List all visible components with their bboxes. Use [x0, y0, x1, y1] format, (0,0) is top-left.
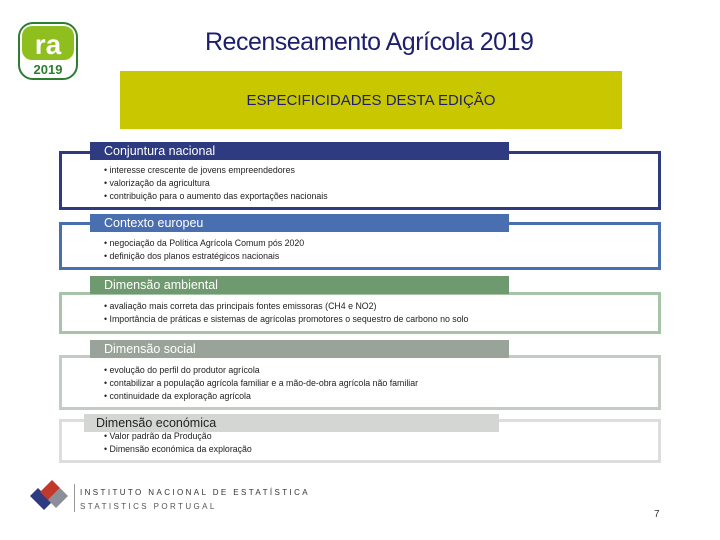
section-items — [104, 430, 252, 456]
logo-year: 2019 — [33, 62, 63, 77]
section-title: Dimensão económica — [96, 416, 217, 430]
section-header — [90, 340, 509, 358]
section-title: Dimensão ambiental — [104, 278, 218, 292]
list-item: • contribuição para o aumento das exportações nacionais — [104, 190, 328, 203]
section-header — [90, 214, 509, 232]
section-header — [90, 142, 509, 160]
section-header — [90, 276, 509, 294]
banner-text: ESPECIFICIDADES DESTA EDIÇÃO — [246, 91, 496, 109]
list-item: • avaliação mais correta das principais fontes emissoras (CH4 e NO2) — [104, 300, 468, 313]
section-title: Conjuntura nacional — [104, 144, 216, 158]
list-item: • contabilizar a população agrícola familiar e a mão-de-obra agrícola não familiar — [104, 377, 418, 390]
banner — [120, 71, 622, 129]
ra-2019-logo — [18, 22, 78, 80]
section-items — [104, 300, 468, 326]
list-item: • Dimensão económica da exploração — [104, 443, 252, 456]
page-title: Recenseamento Agrícola 2019 — [205, 28, 534, 56]
logo-text: ra — [34, 29, 62, 60]
list-item: • continuidade da exploração agrícola — [104, 390, 418, 403]
list-item: • evolução do perfil do produtor agrícola — [104, 364, 418, 377]
institute-name: INSTITUTO NACIONAL DE ESTATÍSTICA — [80, 488, 311, 497]
section-title: Contexto europeu — [104, 216, 204, 230]
page-number: 7 — [654, 509, 660, 520]
list-item: • Valor padrão da Produção — [104, 430, 252, 443]
ine-logo-icon — [28, 478, 72, 514]
institute-subtitle: STATISTICS PORTUGAL — [80, 502, 217, 511]
list-item: • definição dos planos estratégicos nacionais — [104, 250, 304, 263]
section-title: Dimensão social — [104, 342, 196, 356]
section-items — [104, 237, 304, 263]
list-item: • interesse crescente de jovens empreendedores — [104, 164, 328, 177]
section-items — [104, 164, 328, 204]
section-items — [104, 364, 418, 404]
list-item: • Importância de práticas e sistemas de agrícolas promotores o sequestro de carbono no solo — [104, 313, 468, 326]
list-item: • valorização da agricultura — [104, 177, 328, 190]
list-item: • negociação da Política Agrícola Comum pós 2020 — [104, 237, 304, 250]
footer-divider — [74, 484, 75, 512]
